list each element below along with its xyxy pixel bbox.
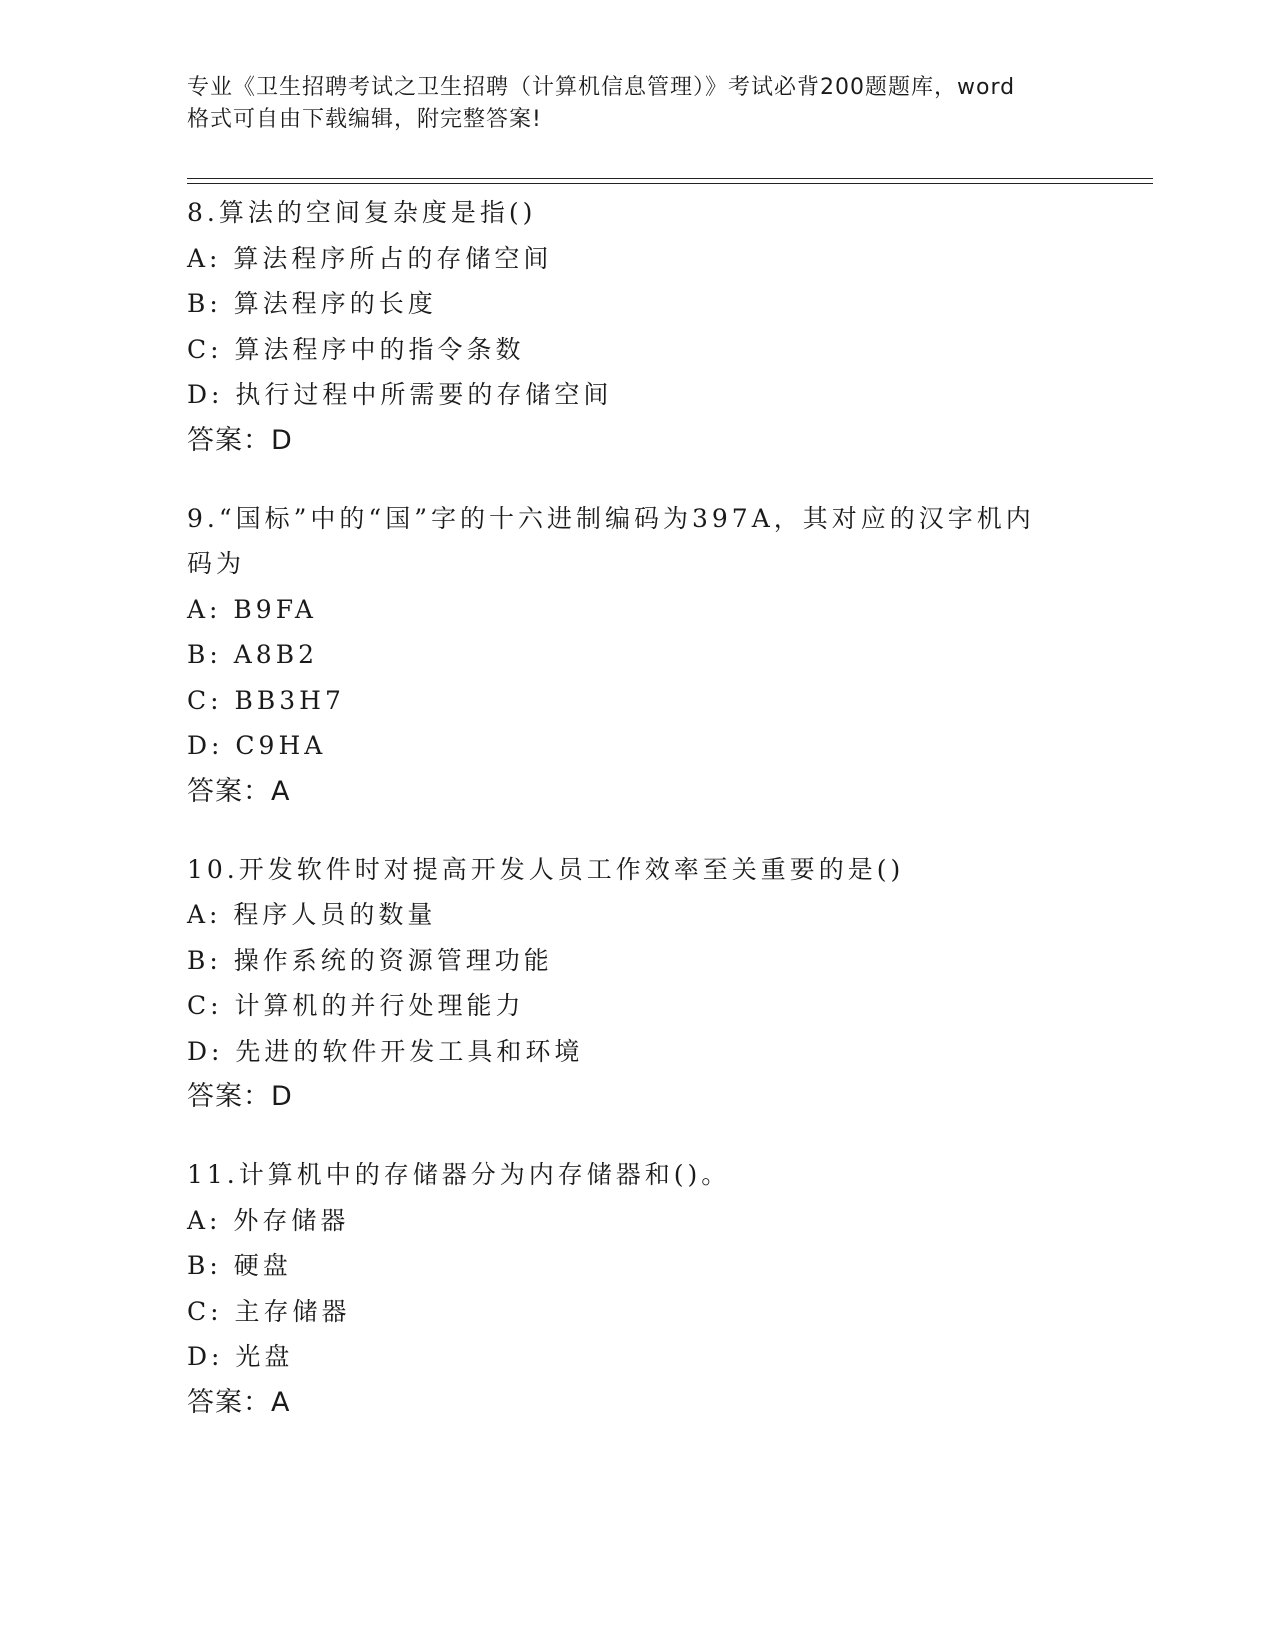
option-a: A: 外存储器	[187, 1205, 350, 1235]
question-stem-line: 10.开发软件时对提高开发人员工作效率至关重要的是()	[187, 854, 905, 884]
header-divider	[187, 178, 1153, 179]
option-c: C: 算法程序中的指令条数	[187, 334, 525, 364]
question-stem-line: 9.“国标”中的“国”字的十六进制编码为397A，其对应的汉字机内	[187, 503, 1035, 533]
question-item	[187, 1152, 1087, 1426]
answer-line: 答案：D	[187, 424, 293, 456]
question-stem-line: 码为	[187, 549, 246, 578]
question-item	[187, 496, 1087, 815]
header-divider	[187, 183, 1153, 184]
header-line: 格式可自由下载编辑，附完整答案!	[187, 107, 542, 132]
question-list	[187, 190, 1087, 1458]
question-item	[187, 190, 1087, 464]
option-b: B: A8B2	[187, 640, 318, 669]
option-d: D: C9HA	[187, 731, 327, 760]
option-d: D: 执行过程中所需要的存储空间	[187, 380, 613, 409]
option-d: D: 先进的软件开发工具和环境	[187, 1036, 584, 1066]
answer-line: 答案：A	[187, 775, 291, 807]
option-b: B: 硬盘	[187, 1251, 292, 1280]
option-b: B: 算法程序的长度	[187, 289, 437, 318]
question-stem-line: 8.算法的空间复杂度是指()	[187, 198, 537, 227]
question-stem	[187, 1152, 1087, 1198]
question-stem	[187, 496, 1087, 587]
document-header	[187, 72, 1087, 136]
answer-line: 答案：D	[187, 1081, 293, 1112]
option-c: C: BB3H7	[187, 685, 345, 715]
answer-line: 答案：A	[187, 1386, 291, 1418]
option-c: C: 计算机的并行处理能力	[187, 991, 525, 1020]
option-a: A: 算法程序所占的存储空间	[187, 243, 553, 273]
option-b: B: 操作系统的资源管理功能	[187, 945, 553, 975]
option-a: A: B9FA	[187, 594, 317, 624]
question-stem	[187, 190, 1087, 236]
header-line: 专业《卫生招聘考试之卫生招聘（计算机信息管理）》考试必背200题题库，word	[187, 75, 1016, 100]
question-stem-line: 11.计算机中的存储器分为内存储器和()。	[187, 1160, 731, 1189]
option-c: C: 主存储器	[187, 1296, 351, 1326]
question-item	[187, 847, 1087, 1121]
option-a: A: 程序人员的数量	[187, 900, 437, 929]
question-stem	[187, 847, 1087, 893]
option-d: D: 光盘	[187, 1342, 294, 1371]
